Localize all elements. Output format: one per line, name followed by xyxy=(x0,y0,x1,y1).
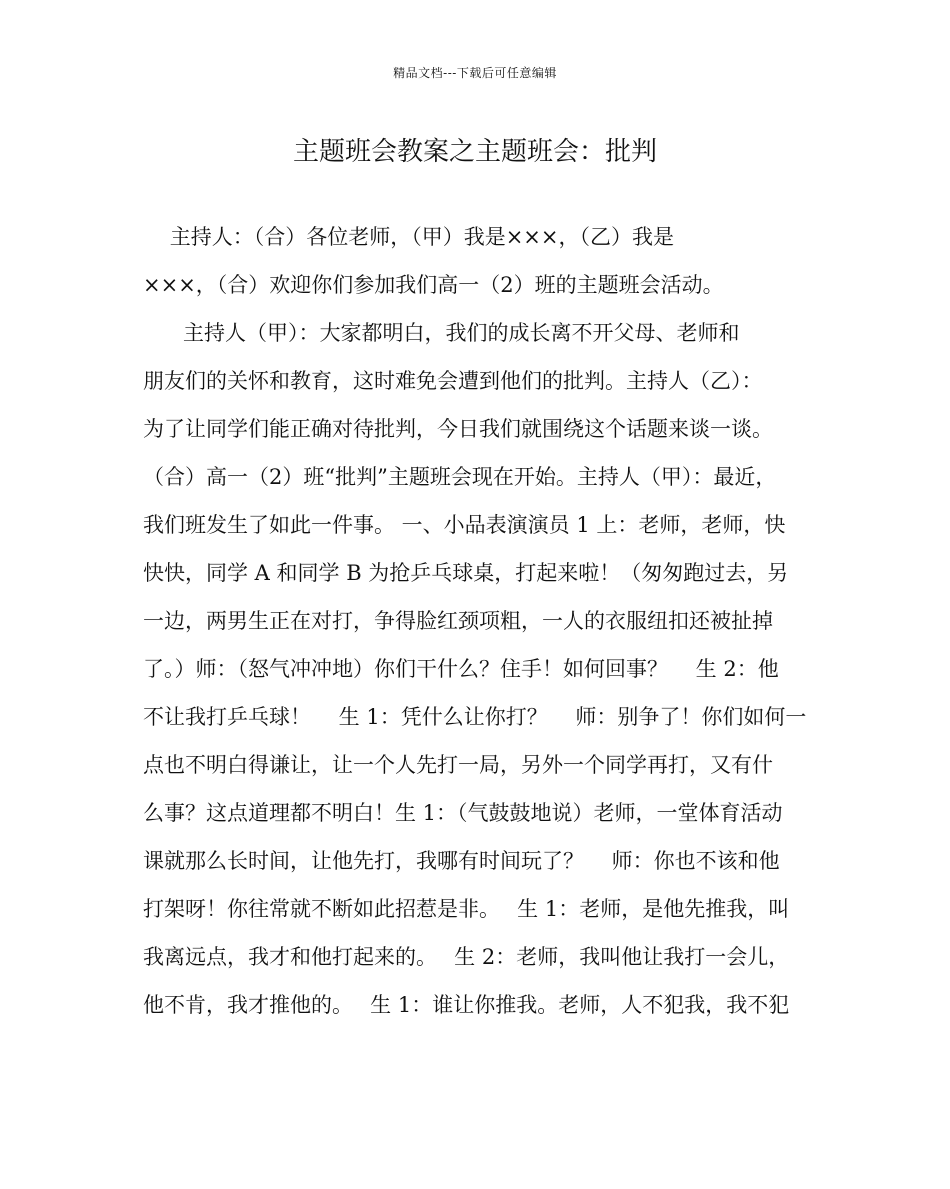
body-line: 快快，同学 A 和同学 B 为抢乒乓球桌，打起来啦！（匆匆跑过去，另 xyxy=(143,561,789,585)
body-line: 我离远点，我才和他打起来的。 生 2：老师，我叫他让我打一会儿， xyxy=(143,945,790,969)
body-line: 了。）师：（怒气冲冲地）你们干什么？住手！如何回事？ 生 2：他 xyxy=(143,657,779,681)
body-line: 他不肯，我才推他的。 生 1：谁让你推我。老师，人不犯我，我不犯 xyxy=(143,993,790,1017)
document-body xyxy=(143,218,813,1034)
body-line: 主持人（甲）：大家都明白，我们的成长离不开父母、老师和 xyxy=(143,321,740,345)
body-line: （合）高一（2）班“批判”主题班会现在开始。主持人（甲）：最近， xyxy=(143,465,777,489)
body-line: 主持人：（合）各位老师，（甲）我是×××，（乙）我是 xyxy=(143,225,674,249)
body-line: 不让我打乒乓球！ 生 1：凭什么让你打？ 师：别争了！你们如何一 xyxy=(143,705,807,729)
body-line: 点也不明白得谦让，让一个人先打一局，另外一个同学再打，又有什 xyxy=(143,753,773,777)
body-line: 课就那么长时间，让他先打，我哪有时间玩了？ 师：你也不该和他 xyxy=(143,849,780,873)
document-title: 主题班会教案之主题班会：批判 xyxy=(292,137,657,167)
header-note: 精品文档---下载后可任意编辑 xyxy=(393,66,557,80)
body-line: 我们班发生了如此一件事。 一、小品表演演员 1 上：老师，老师，快 xyxy=(143,513,786,537)
body-line: 为了让同学们能正确对待批判，今日我们就围绕这个话题来谈一谈。 xyxy=(143,417,773,441)
body-line: 打架呀！你往常就不断如此招惹是非。 生 1：老师，是他先推我，叫 xyxy=(143,897,790,921)
body-line: 一边，两男生正在对打，争得脸红颈项粗，一人的衣服纽扣还被扯掉 xyxy=(143,609,773,633)
body-line: 朋友们的关怀和教育，这时难免会遭到他们的批判。主持人（乙）： xyxy=(143,369,763,393)
body-line: 么事？这点道理都不明白！生 1：（气鼓鼓地说）老师，一堂体育活动 xyxy=(143,801,783,825)
body-line: ×××，（合）欢迎你们参加我们高一（2）班的主题班会活动。 xyxy=(143,273,724,297)
